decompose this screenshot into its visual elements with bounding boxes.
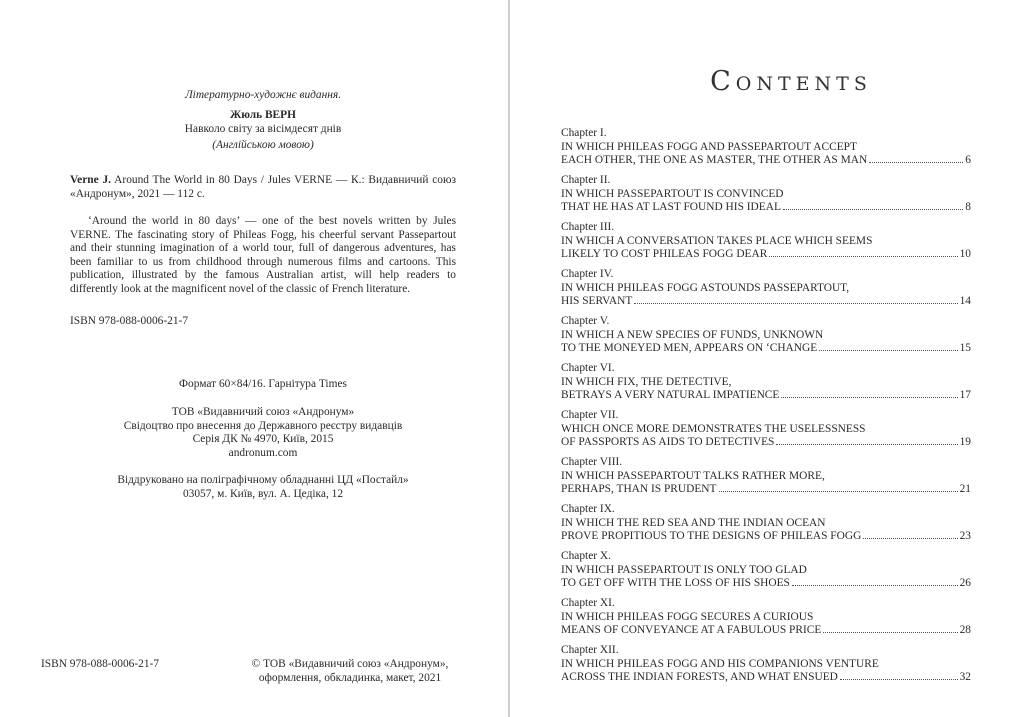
printer-line: 03057, м. Київ, вул. А. Цедіка, 12 (182, 487, 344, 500)
table-of-contents (561, 127, 971, 691)
leader-dots (776, 444, 957, 445)
leader-dots (863, 538, 957, 539)
chapter-title-line1: IN WHICH PHILEAS FOGG AND HIS COMPANIONS VENTURE (561, 657, 879, 670)
chapter-title-line2: LIKELY TO COST PHILEAS FOGG DEAR (561, 248, 768, 260)
chapter-label: Chapter III. (561, 221, 615, 233)
leader-dots (783, 209, 963, 210)
page-number: 14 (959, 295, 971, 307)
chapter-title-line1: IN WHICH PHILEAS FOGG AND PASSEPARTOUT ACCEPT (561, 140, 857, 153)
page-number: 32 (959, 671, 971, 683)
chapter-title-line1: IN WHICH PASSEPARTOUT TALKS RATHER MORE, (561, 469, 825, 482)
publisher-line: Свідоцтво про внесення до Державного реєстру видавців (123, 419, 403, 432)
leader-dots (781, 397, 957, 398)
leader-dots (769, 256, 957, 257)
page-number: 6 (965, 154, 971, 166)
toc-entry (561, 174, 971, 221)
page-number: 21 (959, 483, 971, 495)
publisher-line: Серія ДК № 4970, Київ, 2015 (192, 433, 334, 445)
chapter-title-line2: ACROSS THE INDIAN FORESTS, AND WHAT ENSUED (561, 671, 838, 683)
chapter-title-line2: HIS SERVANT (561, 295, 633, 307)
contents-heading: Contents (710, 66, 872, 97)
leader-dots (792, 585, 958, 586)
chapter-label: Chapter VI. (561, 362, 615, 374)
page-number: 26 (959, 577, 971, 589)
chapter-title-line1: IN WHICH A CONVERSATION TAKES PLACE WHICH SEEMS (561, 234, 873, 247)
toc-entry (561, 503, 971, 550)
chapter-label: Chapter I. (561, 127, 607, 139)
chapter-title-line1: IN WHICH PHILEAS FOGG SECURES A CURIOUS (561, 610, 814, 623)
chapter-title-line2: PERHAPS, THAN IS PRUDENT (561, 483, 717, 495)
page-number: 23 (959, 530, 971, 542)
toc-entry (561, 221, 971, 268)
toc-entry (561, 597, 971, 644)
chapter-label: Chapter IV. (561, 268, 614, 280)
copyright-line: оформлення, обкладинка, макет, 2021 (258, 671, 442, 684)
author-name: Жюль ВЕРН (230, 109, 296, 121)
page-number: 8 (965, 201, 971, 213)
leader-dots (634, 303, 957, 304)
page-number: 15 (959, 342, 971, 354)
annotation-paragraph: ‘Around the world in 80 days’ — one of the best novels written by Jules VERNE. The fascinating story of Phileas Fogg, his cheerful servant Passepartout and their stunning imagination of a world tour, full of dangerous adventures, has been familiar to us from childhood through numerous films and cartoons. This publication, illustrated by the famous Australian artist, will help readers to differently look at the magnificent novel of the classic of French literature. (70, 215, 456, 295)
isbn-line: ISBN 978-088-0006-21-7 (70, 315, 189, 327)
page-number: 17 (959, 389, 971, 401)
toc-entry (561, 550, 971, 597)
chapter-title-line1: IN WHICH PASSEPARTOUT IS CONVINCED (561, 187, 784, 200)
leader-dots (869, 162, 963, 163)
page-number: 10 (959, 248, 971, 260)
chapter-title-line2: TO GET OFF WITH THE LOSS OF HIS SHOES (561, 577, 790, 589)
chapter-label: Chapter V. (561, 315, 610, 327)
chapter-title-line2: PROVE PROPITIOUS TO THE DESIGNS OF PHILEAS FOGG (561, 530, 862, 542)
toc-entry (561, 362, 971, 409)
bib-author: Verne J. (70, 174, 112, 186)
right-page (510, 0, 1014, 717)
chapter-label: Chapter II. (561, 174, 611, 186)
chapter-title-line1: IN WHICH PASSEPARTOUT IS ONLY TOO GLAD (561, 563, 807, 576)
page-number: 19 (959, 436, 971, 448)
book-title-ua: Навколо світу за вісімдесят днів (184, 123, 342, 135)
chapter-title-line2: EACH OTHER, THE ONE AS MASTER, THE OTHER AS MAN (561, 154, 868, 166)
toc-entry (561, 644, 971, 691)
copyright-line: © ТОВ «Видавничий союз «Андронум», (251, 658, 449, 670)
printer-block (70, 474, 456, 501)
publisher-line: andronum.com (228, 446, 298, 459)
chapter-title-line1: WHICH ONCE MORE DEMONSTRATES THE USELESSNESS (561, 422, 866, 435)
chapter-label: Chapter VIII. (561, 456, 623, 468)
chapter-label: Chapter XI. (561, 597, 615, 609)
genre-line: Літературно-художнє видання. (184, 89, 342, 101)
bib-text: Around The World in 80 Days / Jules VERNE — К.: Видавничий союз «Андронум», 2021 — 112 с. (70, 174, 456, 200)
chapter-title-line2: OF PASSPORTS AS AIDS TO DETECTIVES (561, 436, 775, 448)
page-number: 28 (959, 624, 971, 636)
leader-dots (840, 679, 958, 680)
chapter-title-line2: BETRAYS A VERY NATURAL IMPATIENCE (561, 389, 780, 401)
chapter-title-line1: IN WHICH PHILEAS FOGG ASTOUNDS PASSEPARTOUT, (561, 281, 850, 294)
toc-entry (561, 268, 971, 315)
chapter-title-line1: IN WHICH FIX, THE DETECTIVE, (561, 375, 732, 388)
toc-entry (561, 409, 971, 456)
leader-dots (819, 350, 957, 351)
chapter-title-line2: MEANS OF CONVEYANCE AT A FABULOUS PRICE (561, 624, 822, 636)
chapter-title-line2: TO THE MONEYED MEN, APPEARS ON ‘CHANGE (561, 342, 818, 354)
chapter-title-line1: IN WHICH A NEW SPECIES OF FUNDS, UNKNOWN (561, 328, 824, 341)
publisher-block (70, 406, 456, 460)
chapter-label: Chapter VII. (561, 409, 619, 421)
leader-dots (823, 632, 957, 633)
toc-entry (561, 456, 971, 503)
chapter-title-line1: IN WHICH THE RED SEA AND THE INDIAN OCEAN (561, 516, 826, 529)
chapter-label: Chapter X. (561, 550, 611, 562)
chapter-title-line2: THAT HE HAS AT LAST FOUND HIS IDEAL (561, 201, 781, 213)
publisher-line: ТОВ «Видавничий союз «Андронум» (171, 406, 355, 418)
chapter-label: Chapter XII. (561, 644, 619, 656)
toc-entry (561, 127, 971, 174)
chapter-label: Chapter IX. (561, 503, 615, 515)
toc-entry (561, 315, 971, 362)
footer-copyright (230, 658, 470, 685)
printer-line: Віддруковано на поліграфічному обладнанні ЦД «Постайл» (117, 474, 409, 486)
format-line: Формат 60×84/16. Гарнітура Times (179, 378, 347, 390)
language-note: (Англійською мовою) (212, 139, 314, 151)
leader-dots (719, 491, 958, 492)
bibliographic-entry (70, 174, 456, 201)
footer-isbn: ISBN 978-088-0006-21-7 (41, 658, 160, 670)
